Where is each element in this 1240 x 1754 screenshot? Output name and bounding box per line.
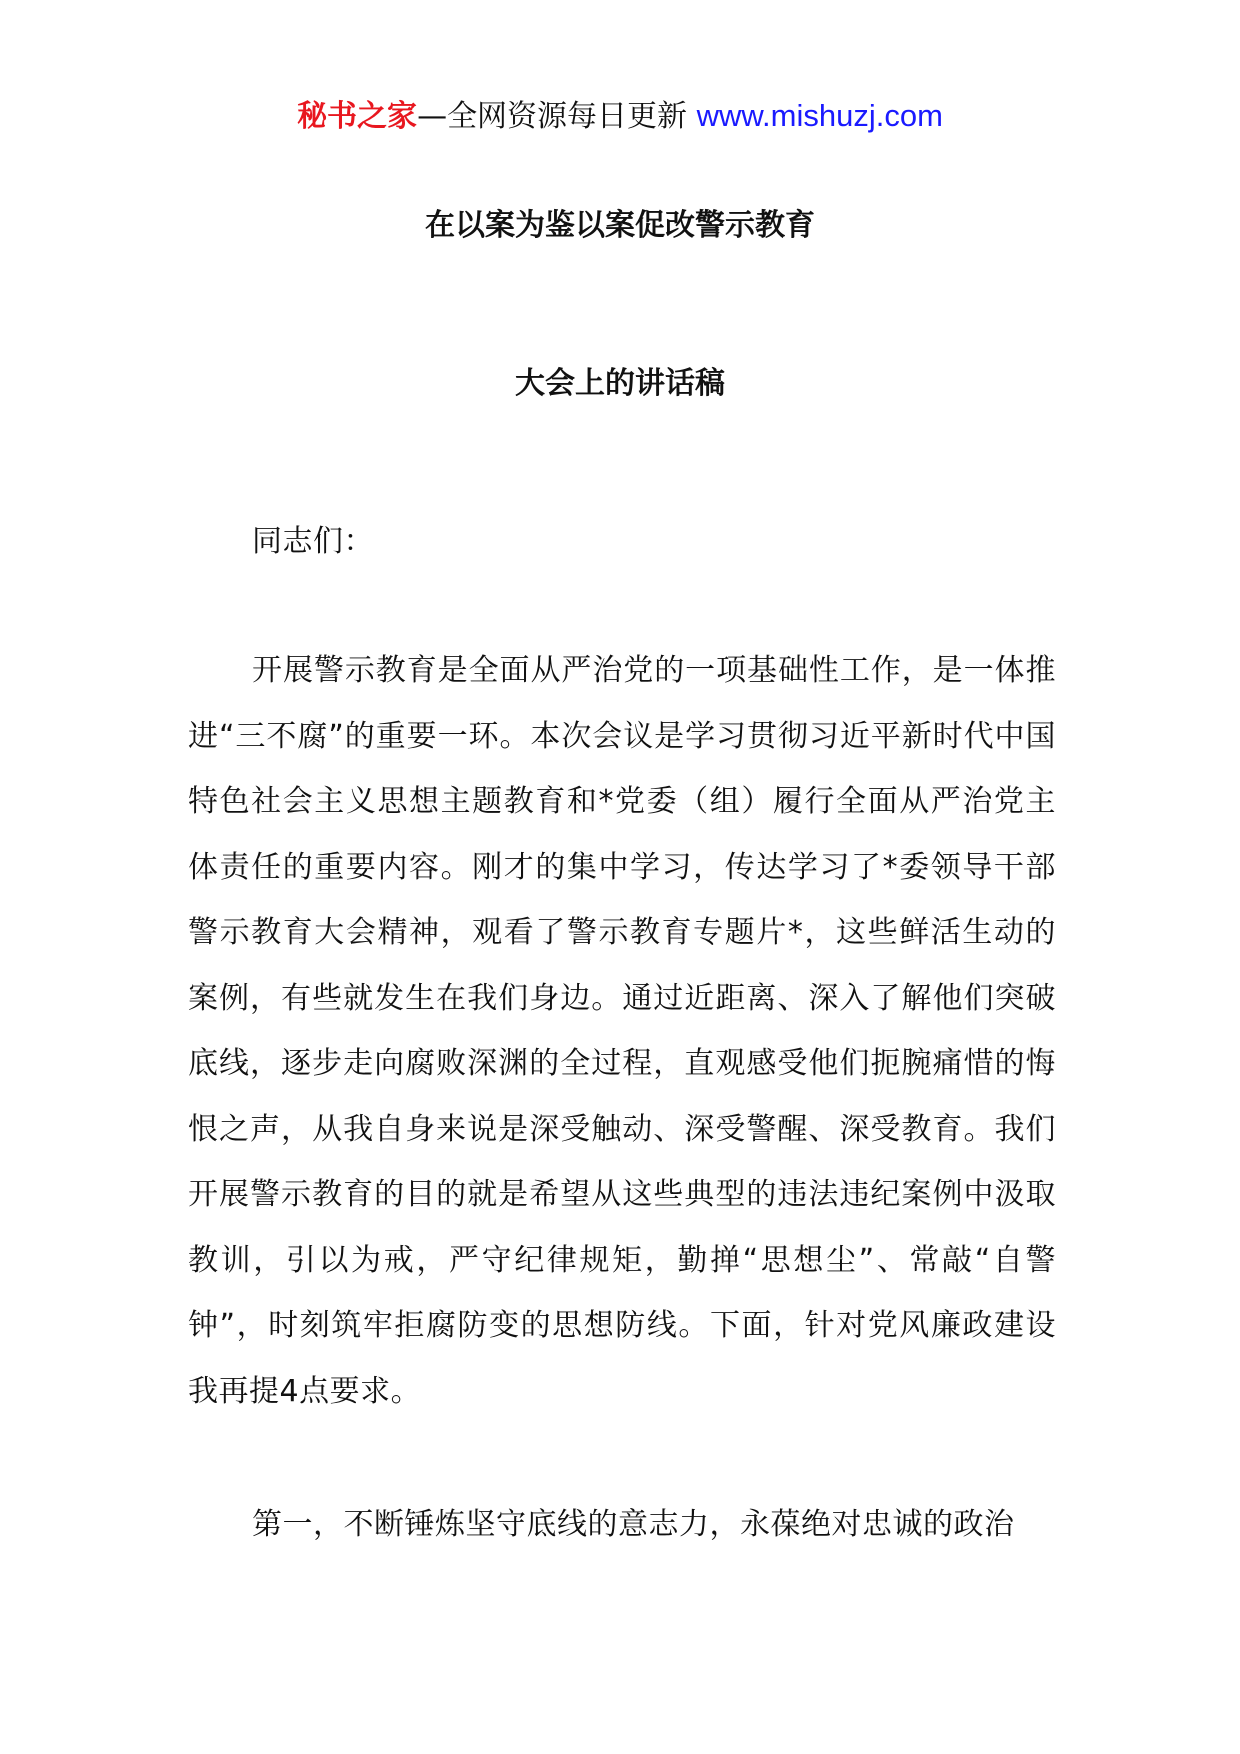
salutation: 同志们： <box>252 524 374 559</box>
header-tagline: —全网资源每日更新 <box>417 99 688 134</box>
document-title-line-1: 在以案为鉴以案促改警示教育 <box>425 208 815 243</box>
brand-name: 秘书之家 <box>297 99 418 134</box>
site-url-link[interactable]: www.mishuzj.com <box>696 98 943 133</box>
body-paragraph-2: 第一，不断锤炼坚守底线的意志力，永葆绝对忠诚的政治 <box>252 1507 1015 1542</box>
body-paragraph-1: 开展警示教育是全面从严治党的一项基础性工作，是一体推进“三不腐”的重要一环。本次会议是学习贯彻习近平新时代中国特色社会主义思想主题教育和*党委（组）履行全面从严治党主体责任的重要内容。刚才的集中学习，传达学习了*委领导干部警示教育大会精神，观看了警示教育专题片*，这些鲜活生动的案例，有些就发生在我们身边。通过近距离、深入了解他们突破底线，逐步走向腐败深渊的全过程，直观感受他们扼腕痛惜的悔恨之声，从我自身来说是深受触动、深受警醒、深受教育。我们开展警示教育的目的就是希望从这些典型的违法违纪案例中汲取教训，引以为戒，严守纪律规矩，勤掸“思想尘”、常敲“自警钟”，时刻筑牢拒腐防变的思想防线。下面，针对党风廉政建设我再提4点要求。 <box>188 653 1056 1409</box>
site-header <box>0 96 1240 137</box>
document-title-line-2: 大会上的讲话稿 <box>515 366 725 401</box>
